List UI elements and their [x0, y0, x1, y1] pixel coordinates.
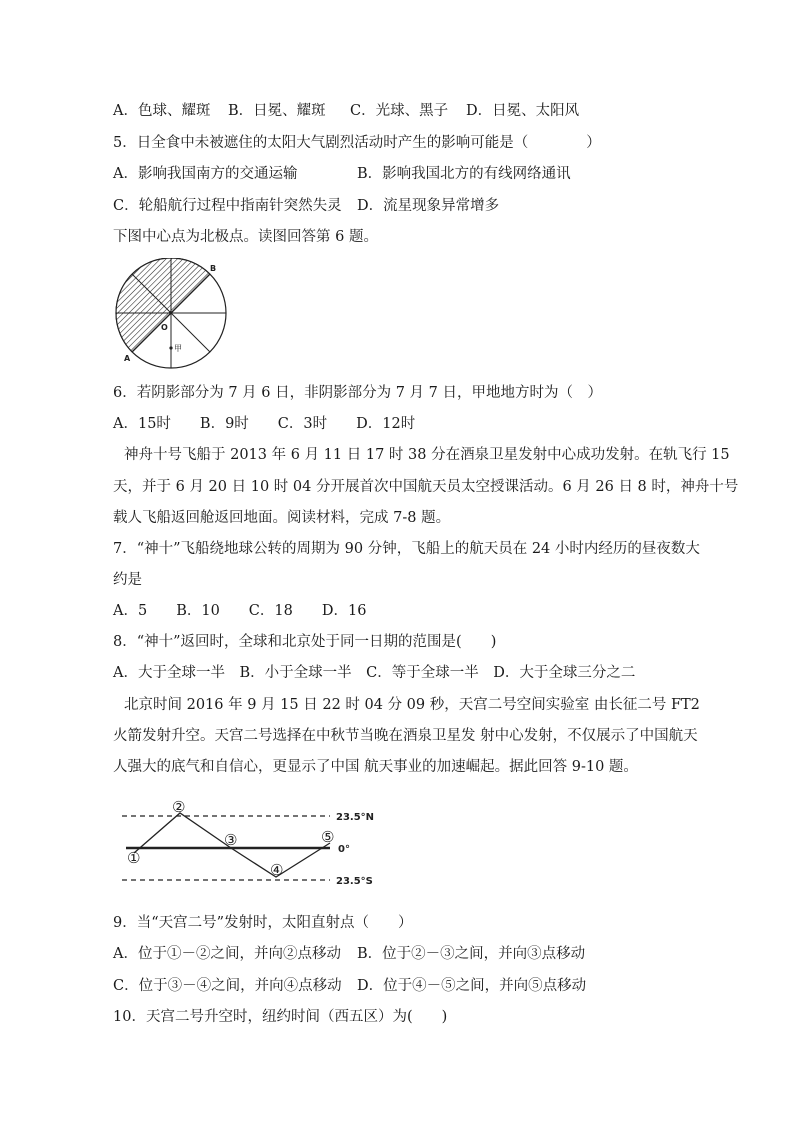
q4-option-b: B．日冕、耀斑: [228, 103, 326, 119]
north-pole-diagram: [110, 258, 236, 370]
q5-option-b: B．影响我国北方的有线网络通讯: [357, 166, 571, 182]
subsolar-point-diagram: [118, 793, 380, 895]
q7-options: A．5 B．10 C．18 D．16: [113, 603, 367, 619]
q10-stem: 10．天宫二号升空时，纽约时间（西五区）为( ): [113, 1009, 448, 1025]
q5-option-c: C．轮船航行过程中指南针突然失灵: [113, 198, 342, 214]
point-1: ①: [127, 849, 141, 867]
point-3: ③: [224, 831, 238, 849]
meridian-lines: [116, 258, 226, 368]
material2-line3: 人强大的底气和自信心，更显示了中国 航天事业的加速崛起。据此回答 9-10 题。: [113, 759, 638, 775]
point-4: ④: [270, 861, 284, 879]
q7-stem-line2: 约是: [113, 572, 142, 588]
label-a: A: [124, 354, 131, 363]
q9-option-a: A．位于①－②之间，并向②点移动: [113, 946, 341, 962]
material1-line2: 天，并于 6 月 20 日 10 时 04 分开展首次中国航天员太空授课活动。6 月 26 日 8 时，神舟十号: [113, 479, 739, 495]
label-b: B: [210, 264, 217, 273]
q4-option-a: A．色球、耀斑: [113, 103, 211, 119]
q4-option-d: D．日冕、太阳风: [466, 103, 580, 119]
material1-line1: 神舟十号飞船于 2013 年 6 月 11 日 17 时 38 分在酒泉卫星发射中心成功发射。在轨飞行 15: [124, 447, 730, 463]
material2-line1: 北京时间 2016 年 9 月 15 日 22 时 04 分 09 秒，天宫二号空间实验室 由长征二号 FT2: [124, 697, 700, 713]
q5-option-d: D．流星现象异常增多: [357, 198, 500, 214]
q4-option-c: C．光球、黑子: [350, 103, 449, 119]
q9-option-b: B．位于②－③之间，并向③点移动: [357, 946, 586, 962]
q6-stem: 6．若阴影部分为 7 月 6 日，非阴影部分为 7 月 7 日，甲地地方时为（ ）: [113, 385, 602, 401]
q9-option-c: C．位于③－④之间，并向④点移动: [113, 978, 342, 994]
point-2: ②: [172, 798, 186, 816]
q8-options: A．大于全球一半 B．小于全球一半 C．等于全球一半 D．大于全球三分之二: [113, 665, 636, 681]
material2-line2: 火箭发射升空。天宫二号选择在中秋节当晚在酒泉卫星发 射中心发射，不仅展示了中国航天: [113, 728, 698, 744]
label-23s: 23.5°S: [336, 876, 373, 887]
label-o: O: [161, 323, 168, 332]
label-equator: 0°: [338, 844, 350, 855]
q6-options: A．15时 B．9时 C．3时 D．12时: [113, 416, 416, 432]
q5-stem: 5．日全食中未被遮住的太阳大气剧烈活动时产生的影响可能是（ ）: [113, 135, 601, 151]
figure1-intro: 下图中心点为北极点。读图回答第 6 题。: [113, 229, 378, 245]
label-23n: 23.5°N: [336, 812, 375, 823]
point-jia: [169, 346, 172, 349]
point-5: ⑤: [321, 828, 335, 846]
q5-option-a: A．影响我国南方的交通运输: [113, 166, 298, 182]
q9-option-d: D．位于④－⑤之间，并向⑤点移动: [357, 978, 587, 994]
q7-stem-line1: 7．“神十”飞船绕地球公转的周期为 90 分钟，飞船上的航天员在 24 小时内经历的昼夜数大: [113, 541, 700, 557]
q9-stem: 9．当“天宫二号”发射时，太阳直射点（ ）: [113, 915, 413, 931]
label-jia: 甲: [174, 344, 182, 353]
material1-line3: 载人飞船返回舱返回地面。阅读材料，完成 7-8 题。: [113, 510, 451, 526]
q8-stem: 8．“神十”返回时，全球和北京处于同一日期的范围是( ): [113, 634, 497, 650]
